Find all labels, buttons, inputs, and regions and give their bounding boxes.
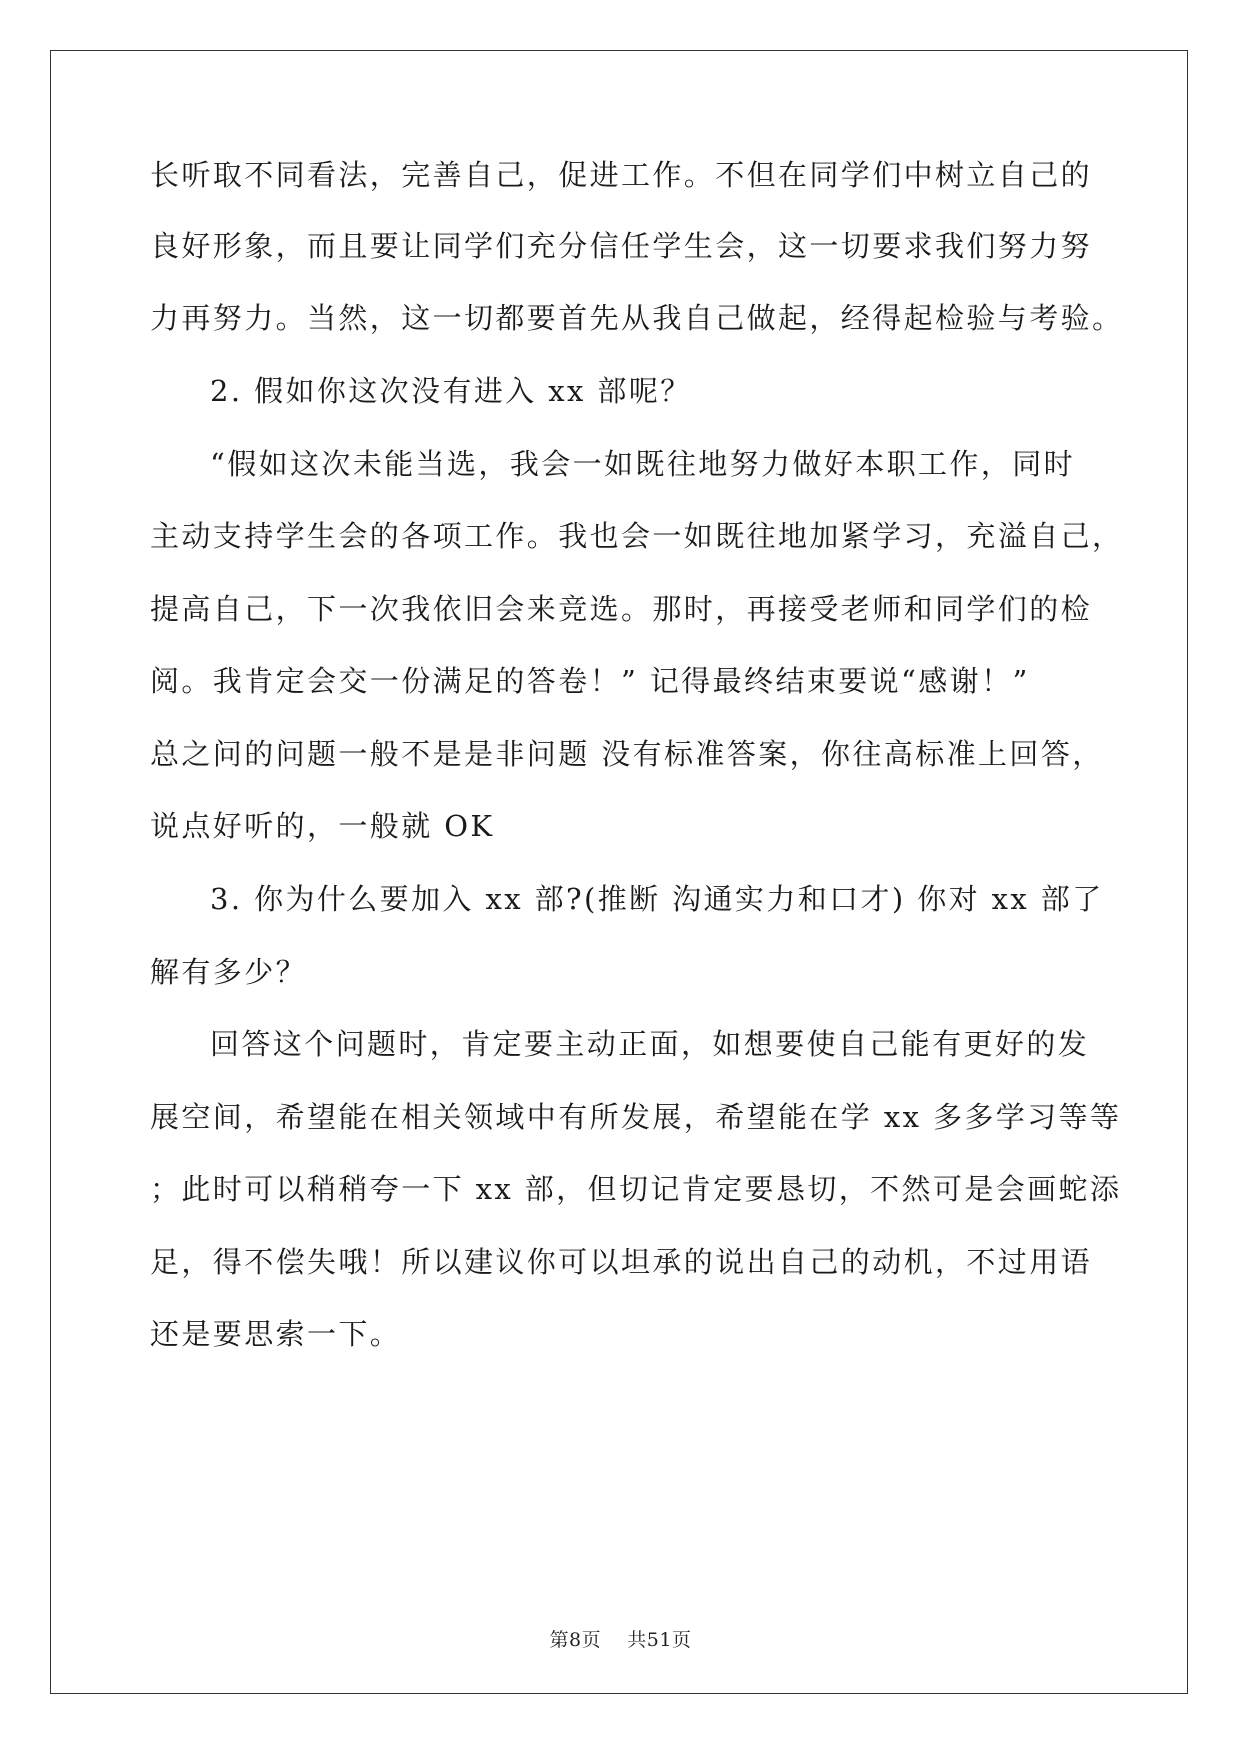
- page-label-prefix: 第: [549, 1629, 569, 1651]
- page-border: [50, 50, 1188, 1694]
- text-line: ；此时可以稍稍夸一下 xx 部，但切记肯定要恳切，不然可是会画蛇添: [150, 1172, 1122, 1206]
- page-number: 8: [569, 1629, 582, 1651]
- text-line: 足，得不偿失哦！所以建议你可以坦承的说出自己的动机，不过用语: [150, 1245, 1093, 1279]
- text-line: 阅。我肯定会交一份满足的答卷！” 记得最终结束要说“感谢！”: [150, 664, 1030, 698]
- text-line: 回答这个问题时，肯定要主动正面，如想要使自己能有更好的发: [210, 1027, 1090, 1061]
- page-label-suffix: 页: [581, 1629, 602, 1651]
- text-line: 提高自己，下一次我依旧会来竞选。那时，再接受老师和同学们的检: [150, 592, 1093, 626]
- text-line: 主动支持学生会的各项工作。我也会一如既往地加紧学习，充溢自己，: [150, 519, 1124, 553]
- text-line: 展空间，希望能在相关领域中有所发展，希望能在学 xx 多多学习等等: [150, 1100, 1122, 1134]
- text-line: 解有多少？: [150, 955, 308, 989]
- text-line: 长听取不同看法，完善自己，促进工作。不但在同学们中树立自己的: [150, 158, 1093, 192]
- text-line: 良好形象，而且要让同学们充分信任学生会，这一切要求我们努力努: [150, 229, 1093, 263]
- text-line: 说点好听的，一般就 OK: [150, 809, 495, 843]
- text-line: 还是要思索一下。: [150, 1317, 402, 1351]
- text-line: “假如这次未能当选，我会一如既往地努力做好本职工作，同时: [210, 447, 1076, 481]
- total-label-suffix: 页: [671, 1629, 692, 1651]
- total-label-prefix: 共: [627, 1629, 647, 1651]
- page-footer: [0, 1628, 1241, 1652]
- total-pages: 51: [646, 1629, 672, 1651]
- question-heading: 3. 你为什么要加入 xx 部?(推断 沟通实力和口才) 你对 xx 部了: [210, 882, 1104, 916]
- text-line: 力再努力。当然，这一切都要首先从我自己做起，经得起检验与考验。: [150, 301, 1124, 335]
- text-line: 总之问的问题一般不是是非问题 没有标准答案，你往高标准上回答，: [150, 737, 1104, 771]
- question-heading: 2. 假如你这次没有进入 xx 部呢？: [210, 374, 692, 408]
